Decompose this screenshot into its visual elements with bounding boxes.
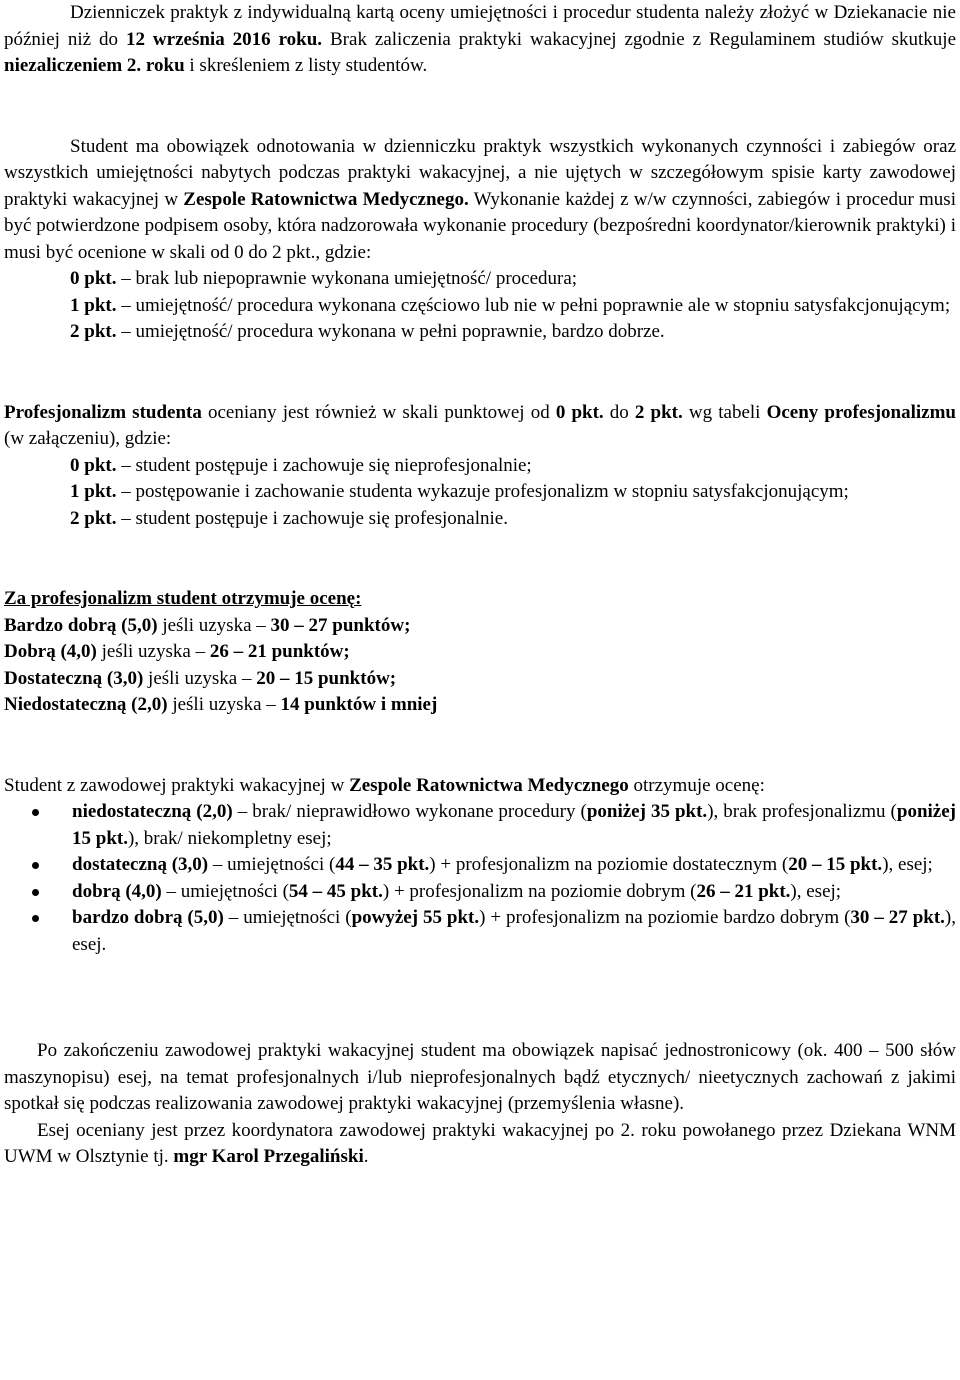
points-range: poniżej 15 pkt. bbox=[72, 801, 956, 849]
intro-text: Dzienniczek praktyk z indywidualną kartą oceny umiejętności i procedur studenta należy złożyć w Dziekanacie nie później niż do bbox=[4, 2, 956, 50]
scale-description: – brak lub niepoprawnie wykonana umiejętność/ procedura; bbox=[116, 268, 578, 289]
points-range: 26 – 21 pkt. bbox=[696, 880, 791, 902]
deadline-date: 12 września 2016 roku. bbox=[125, 28, 323, 50]
list-item bbox=[4, 879, 956, 906]
grade-range: 20 – 15 punktów; bbox=[256, 667, 397, 689]
professionalism-term: Profesjonalizm studenta bbox=[4, 401, 202, 423]
table-reference: Oceny profesjonalizmu bbox=[766, 401, 956, 423]
grade-text: – umiejętności ( bbox=[161, 880, 289, 902]
scale-description: – student postępuje i zachowuje się profesjonalnie. bbox=[116, 507, 508, 529]
unit-name: Zespole Ratownictwa Medycznego. bbox=[183, 188, 469, 210]
points-range: 20 – 15 pkt. bbox=[788, 854, 883, 875]
grade-text: ), esej; bbox=[790, 880, 842, 902]
points-label: 1 pkt. bbox=[70, 481, 117, 502]
professionalism-text: (w załączeniu), gdzie: bbox=[4, 428, 172, 449]
grade-row bbox=[4, 613, 956, 640]
grade-row bbox=[4, 666, 956, 693]
grade-label: bardzo dobrą (5,0) bbox=[72, 907, 224, 928]
document-page bbox=[4, 0, 956, 1171]
bullet-icon bbox=[32, 809, 39, 816]
points-label: 0 pkt. bbox=[70, 454, 117, 476]
spacer bbox=[4, 346, 956, 400]
grade-text: – umiejętności ( bbox=[223, 907, 352, 928]
bullet-icon bbox=[32, 915, 39, 922]
grade-label: Dobrą (4,0) bbox=[4, 641, 97, 662]
points-label: 2 pkt. bbox=[70, 321, 117, 342]
grade-text: – umiejętności ( bbox=[208, 854, 336, 875]
list-item bbox=[4, 905, 956, 958]
grade-text: ), brak profesjonalizmu ( bbox=[707, 801, 897, 822]
grade-text: ) + profesjonalizm na poziomie dobrym ( bbox=[382, 880, 697, 902]
obligation-text: Wykonanie każdej z w/w czynności, zabiegów i procedur musi być potwierdzone podpisem osoby, która nadzorowała wykonanie procedury (bezpośredni koordynator/kierownik praktyki) i musi być ocenione w skali od 0 do 2 pkt., gdzie: bbox=[4, 188, 956, 263]
essay-text: . bbox=[363, 1146, 369, 1167]
grade-text: ), brak/ niekompletny esej; bbox=[127, 827, 332, 849]
intro-text: Brak zaliczenia praktyki wakacyjnej zgodnie z Regulaminem studiów skutkuje bbox=[322, 28, 957, 50]
points-label: 1 pkt. bbox=[70, 294, 117, 316]
scale-description: – postępowanie i zachowanie studenta wykazuje profesjonalizm w stopniu satysfakcjonującym; bbox=[116, 481, 849, 502]
scale-description: – student postępuje i zachowuje się nieprofesjonalnie; bbox=[116, 454, 532, 476]
essay-evaluator-paragraph bbox=[4, 1118, 956, 1171]
points-range: 44 – 35 pkt. bbox=[335, 854, 430, 875]
list-item bbox=[4, 852, 956, 879]
points-range: poniżej 35 pkt. bbox=[586, 801, 708, 822]
spacer bbox=[4, 1012, 956, 1038]
grade-label: dostateczną (3,0) bbox=[72, 854, 209, 875]
points-range: powyżej 55 pkt. bbox=[351, 907, 480, 928]
grade-label: Niedostateczną (2,0) bbox=[4, 694, 168, 715]
consequence-text: niezaliczeniem 2. roku bbox=[4, 55, 185, 76]
final-text: Student z zawodowej praktyki wakacyjnej w bbox=[4, 774, 350, 796]
spacer bbox=[4, 958, 956, 1012]
grade-text: – brak/ nieprawidłowo wykonane procedury ( bbox=[232, 801, 587, 822]
grade-label: Bardzo dobrą (5,0) bbox=[4, 614, 158, 636]
intro-text: i skreśleniem z listy studentów. bbox=[184, 55, 428, 76]
grade-text: ), esej; bbox=[882, 854, 933, 875]
grade-condition: jeśli uzyska – bbox=[157, 614, 271, 636]
obligation-text: Student ma obowiązek odnotowania w dzienniczku praktyk wszystkich wykonanych czynności i zabiegów oraz wszystkich umiejętności nabytych podczas praktyki wakacyjnej, a nie ujętych w szczegółowym spisie karty zawodowej praktyki wakacyjnej w bbox=[4, 135, 956, 210]
list-item bbox=[4, 799, 956, 852]
grade-condition: jeśli uzyska – bbox=[143, 667, 257, 689]
grade-condition: jeśli uzyska – bbox=[167, 694, 281, 715]
spacer bbox=[4, 532, 956, 586]
grade-text: ), esej. bbox=[72, 907, 956, 955]
skill-scale-0 bbox=[4, 266, 956, 293]
grade-text: ) + profesjonalizm na poziomie bardzo dobrym ( bbox=[479, 907, 851, 928]
grade-label: dobrą (4,0) bbox=[72, 880, 162, 902]
professionalism-text: do bbox=[603, 401, 635, 423]
scale-description: – umiejętność/ procedura wykonana częściowo lub nie w pełni poprawnie ale w stopniu satysfakcjonującym; bbox=[116, 294, 951, 316]
grades-heading-text: Za profesjonalizm student otrzymuje ocenę: bbox=[4, 588, 362, 609]
grade-row bbox=[4, 692, 956, 719]
spacer bbox=[4, 719, 956, 773]
points-range: 54 – 45 pkt. bbox=[288, 880, 383, 902]
prof-scale-2 bbox=[4, 506, 956, 533]
skill-scale-1 bbox=[4, 293, 956, 320]
final-grade-lead bbox=[4, 773, 956, 800]
professionalism-paragraph bbox=[4, 400, 956, 453]
grade-row bbox=[4, 639, 956, 666]
scale-description: – umiejętność/ procedura wykonana w pełni poprawnie, bardzo dobrze. bbox=[116, 321, 665, 342]
prof-scale-0 bbox=[4, 453, 956, 480]
grade-text: ) + profesjonalizm na poziomie dostatecznym ( bbox=[429, 854, 789, 875]
bullet-icon bbox=[32, 862, 39, 869]
grade-condition: jeśli uzyska – bbox=[96, 641, 210, 662]
essay-text: Esej oceniany jest przez koordynatora zawodowej praktyki wakacyjnej po 2. roku powołanego przez Dziekana WNM UWM w Olsztynie tj. bbox=[4, 1119, 956, 1167]
points-label: 0 pkt. bbox=[70, 268, 117, 289]
essay-paragraph: Po zakończeniu zawodowej praktyki wakacyjnej student ma obowiązek napisać jednostronicowy (ok. 400 – 500 słów maszynopisu) esej, na temat profesjonalnych i/lub nieprofesjonalnych bądź etycznych/ nieetycznych zachowań z jakimi spotkał się podczas realizowania zawodowej praktyki wakacyjnej (przemyślenia własne). bbox=[4, 1040, 956, 1114]
grade-range: 14 punktów i mniej bbox=[280, 694, 438, 715]
unit-name: Zespole Ratownictwa Medycznego bbox=[349, 774, 629, 796]
spacer bbox=[4, 80, 956, 134]
grade-range: 26 – 21 punktów; bbox=[209, 641, 350, 662]
final-text: otrzymuje ocenę: bbox=[628, 774, 765, 796]
points-label: 0 pkt. bbox=[555, 401, 604, 423]
bullet-icon bbox=[32, 889, 39, 896]
coordinator-name: mgr Karol Przegaliński bbox=[173, 1146, 364, 1167]
skill-scale-2 bbox=[4, 319, 956, 346]
points-label: 2 pkt. bbox=[70, 507, 117, 529]
professionalism-text: oceniany jest również w skali punktowej od bbox=[201, 401, 556, 423]
intro-paragraph bbox=[4, 0, 956, 80]
grades-heading bbox=[4, 586, 956, 613]
grade-label: Dostateczną (3,0) bbox=[4, 667, 144, 689]
prof-scale-1 bbox=[4, 479, 956, 506]
grade-range: 30 – 27 punktów; bbox=[270, 614, 411, 636]
obligation-paragraph bbox=[4, 134, 956, 267]
points-range: 30 – 27 pkt. bbox=[850, 907, 945, 928]
points-label: 2 pkt. bbox=[634, 401, 683, 423]
grade-label: niedostateczną (2,0) bbox=[72, 801, 233, 822]
professionalism-text: wg tabeli bbox=[682, 401, 767, 423]
final-grade-list bbox=[4, 799, 956, 958]
